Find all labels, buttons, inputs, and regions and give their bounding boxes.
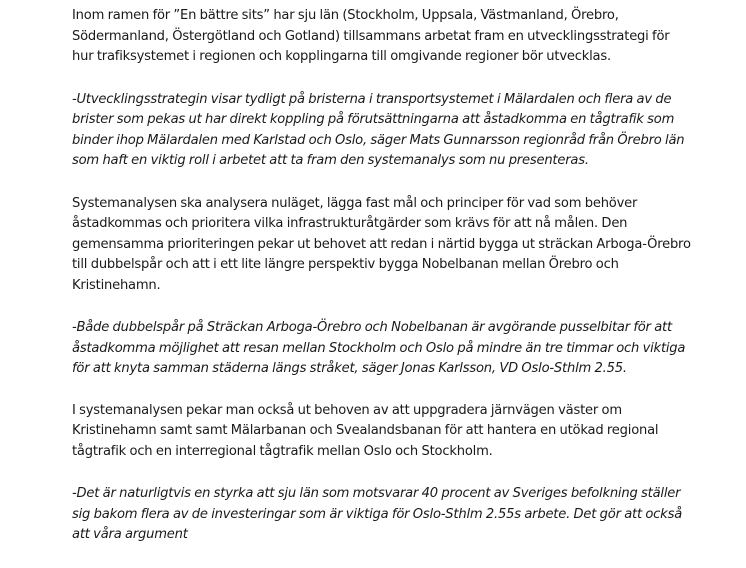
paragraph-systemanalys: Systemanalysen ska analysera nuläget, lägga fast mål och principer för vad som behöver åstadkommas och prioritera vilka infrastrukturåtgärder som krävs för att nå målen. Den gemensamma prioriteringen pekar ut behovet att redan i närtid bygga ut sträckan Arboga-Örebro till dubbelspår och att i ett lite längre perspektiv bygga Nobelbanan mellan Örebro och Kristinehamn. bbox=[72, 195, 691, 293]
quote-jonas-karlsson: -Både dubbelspår på Sträckan Arboga-Örebro och Nobelbanan är avgörande pusselbitar för att åstadkomma möjlighet att resan mellan Stockholm och Oslo på mindre än tre timmar och viktiga för att knyta samman städerna längs stråket, säger Jonas Karlsson, VD Oslo-Sthlm 2.55. bbox=[72, 320, 686, 376]
quote-mats-gunnarsson: -Utvecklingsstrategin visar tydligt på bristerna i transportsystemet i Mälardalen och flera av de brister som pekas ut har direkt koppling på förutsättningarna att åstadkomma en tågtrafik som binder ihop Mälardalen med Karlstad och Oslo, säger Mats Gunnarsson regionråd från Örebro län som haft en viktig roll i arbetet att ta fram den systemanalys som nu presenteras. bbox=[72, 91, 685, 168]
paragraph-intro: Inom ramen för ”En bättre sits” har sju län (Stockholm, Uppsala, Västmanland, Örebro, Södermanland, Östergötland och Gotland) tillsammans arbetat fram en utvecklingsstrategi för hur trafiksystemet i regionen och kopplingarna till omgivande regioner bör utvecklas. bbox=[72, 8, 670, 64]
document-page bbox=[72, 6, 692, 568]
paragraph-upgrade-needs: I systemanalysen pekar man också ut behoven av att uppgradera järnvägen väster om Kristinehamn samt samt Mälarbanan och Svealandsbanan för att hantera en utökad regional tågtrafik och en interregional tågtrafik mellan Oslo och Stockholm. bbox=[72, 402, 659, 459]
quote-seven-counties: -Det är naturligtvis en styrka att sju län som motsvarar 40 procent av Sveriges befolkning ställer sig bakom flera av de investeringar som är viktiga för Oslo-Sthlm 2.55s arbete. Det gör att också att våra argument bbox=[72, 486, 683, 542]
